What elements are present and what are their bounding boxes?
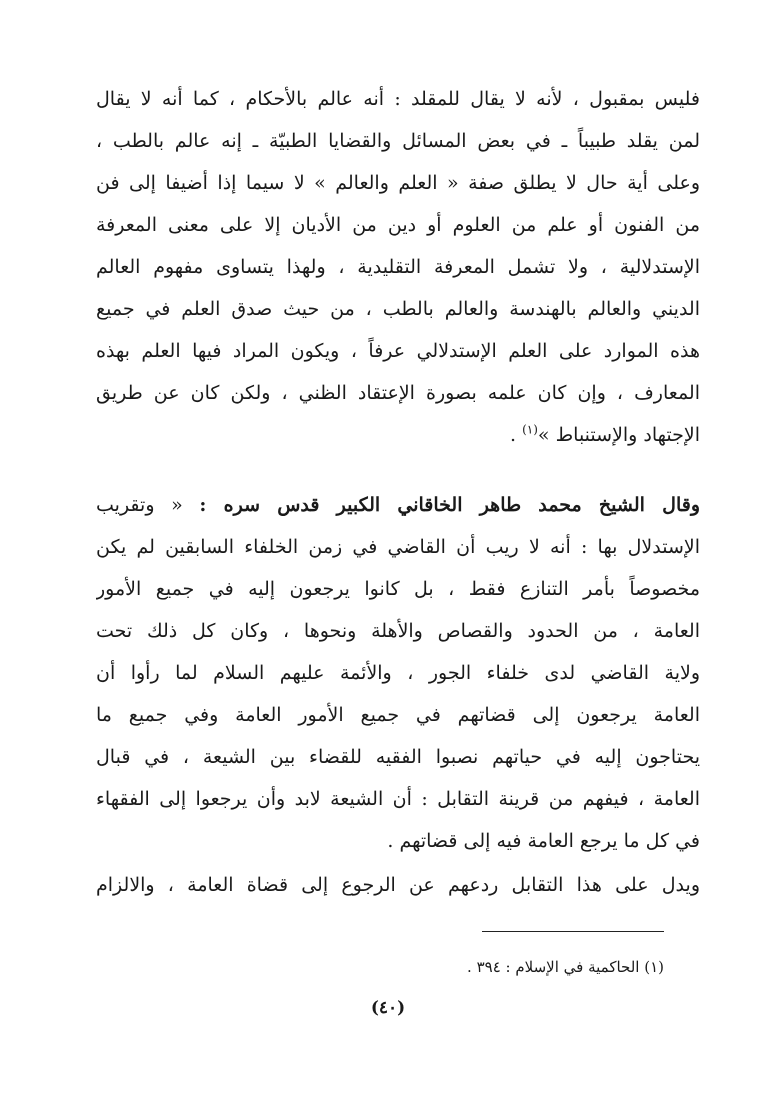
quote-end-text: الإجتهاد والإستنباط » bbox=[537, 424, 700, 446]
paragraph-3 bbox=[96, 864, 700, 906]
quote-start: « وتقريب bbox=[96, 494, 183, 516]
paragraph-2 bbox=[96, 484, 700, 862]
text-line-first bbox=[96, 484, 700, 526]
text-line: هذه الموارد على العلم الإستدلالي عرفاً ، ويكون المراد فيها العلم بهذه bbox=[96, 340, 700, 362]
paragraph-1 bbox=[96, 78, 700, 456]
text-line: من الفنون أو علم من العلوم أو دين من الأديان إلا على معنى المعرفة bbox=[96, 214, 700, 236]
text-line: الإستدلال بها : أنه لا ريب أن القاضي في زمن الخلفاء السابقين لم يكن bbox=[96, 536, 700, 558]
text-line: فليس بمقبول ، لأنه لا يقال للمقلد : أنه عالم بالأحكام ، كما أنه لا يقال bbox=[96, 88, 700, 110]
footnote: (١) الحاكمية في الإسلام : ٣٩٤ . bbox=[467, 958, 664, 976]
text-line: لمن يقلد طبيباً ـ في بعض المسائل والقضايا الطبيّة ـ إنه عالم بالطب ، bbox=[96, 130, 700, 152]
footnote-marker: (١) bbox=[522, 422, 538, 437]
text-line: يحتاجون إليه في حياتهم نصبوا الفقيه للقضاء بين الشيعة ، في قبال bbox=[96, 746, 700, 768]
speaker-intro: وقال الشيخ محمد طاهر الخاقاني الكبير قدس سره : bbox=[199, 494, 700, 516]
text-line: العامة ، من الحدود والقصاص والأهلة ونحوها ، وكان كل ذلك تحت bbox=[96, 620, 700, 642]
text-line: المعارف ، وإن كان علمه بصورة الإعتقاد الظني ، ولكن كان عن طريق bbox=[96, 382, 700, 404]
text-line: الديني والعالم بالهندسة والعالم بالطب ، من حيث صدق العلم في جميع bbox=[96, 298, 700, 320]
text-line: الإستدلالية ، ولا تشمل المعرفة التقليدية ، ولهذا يتساوى مفهوم العالم bbox=[96, 256, 700, 278]
text-line-last bbox=[96, 414, 700, 456]
footnote-divider bbox=[482, 931, 664, 932]
text-line-last: في كل ما يرجع العامة فيه إلى قضاتهم . bbox=[387, 830, 700, 852]
text-line: العامة ، فيفهم من قرينة التقابل : أن الشيعة لابد وأن يرجعوا إلى الفقهاء bbox=[96, 788, 700, 810]
page-number: (٤٠) bbox=[370, 998, 406, 1018]
text-line: مخصوصاً بأمر التنازع فقط ، بل كانوا يرجعون إليه في جميع الأمور bbox=[96, 578, 700, 600]
text-line: وعلى أية حال لا يطلق صفة « العلم والعالم » لا سيما إذا أضيفا إلى فن bbox=[96, 172, 700, 194]
text-line: ولاية القاضي لدى خلفاء الجور ، والأئمة عليهم السلام لما رأوا أن bbox=[96, 662, 700, 684]
text-line: العامة يرجعون إلى قضاتهم في جميع الأمور العامة وفي جميع ما bbox=[96, 704, 700, 726]
text-line: ويدل على هذا التقابل ردعهم عن الرجوع إلى قضاة العامة ، والالزام bbox=[96, 874, 700, 896]
end-punctuation: . bbox=[510, 424, 517, 446]
